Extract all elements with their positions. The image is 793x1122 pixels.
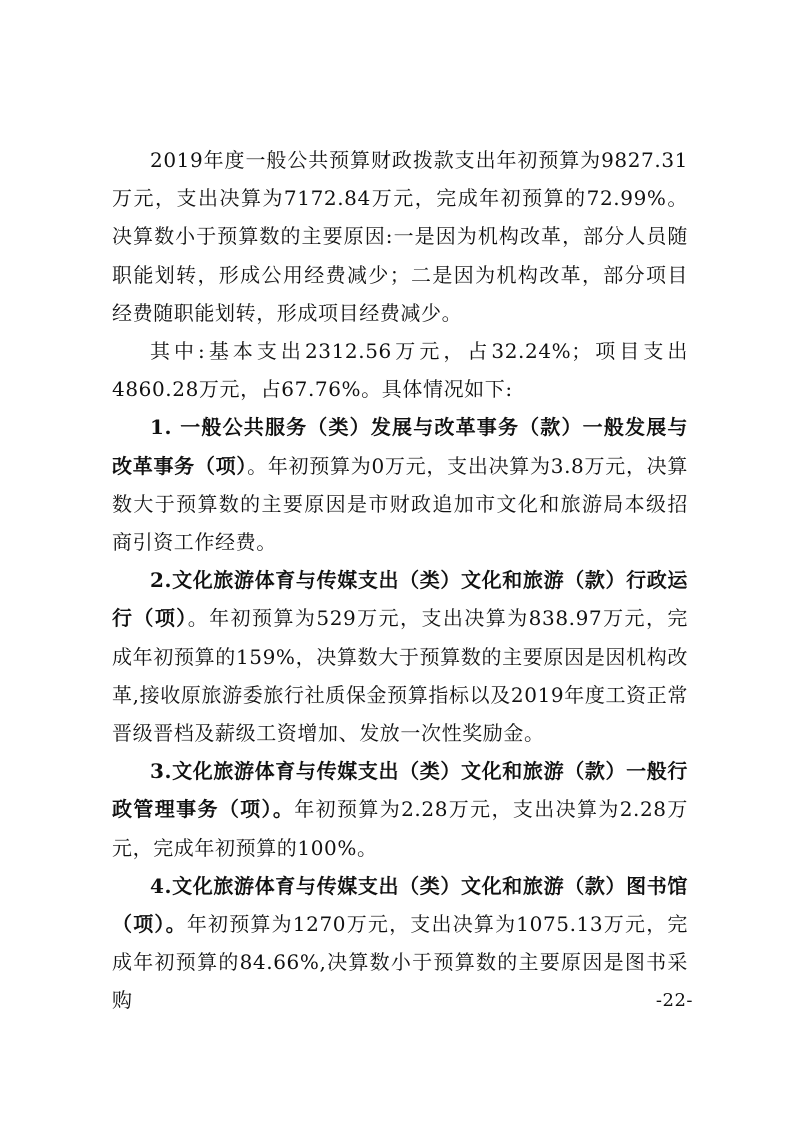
paragraph-text: 。年初预算为529万元，支出决算为838.97万元，完成年初预算的159%，决算数大于预算数的主要原因是因机构改革,接收原旅游委旅行社质保金预算指标以及2019年度工资正常晋级晋档及薪级工资增加、发放一次性奖励金。 [112, 606, 688, 746]
paragraph-text: 年初预算为2.28万元，支出决算为2.28万元，完成年初预算的100%。 [112, 797, 688, 860]
paragraph-text: 。年初预算为0万元，支出决算为3.8万元，决算数大于预算数的主要原因是市财政追加市文化和旅游局本级招商引资工作经费。 [112, 453, 688, 555]
paragraph-heading: 3.文化旅游体育与传媒支出（类）文化和旅游（款）一般行政管理事务（项）。 [112, 759, 688, 822]
paragraph-text: 2019年度一般公共预算财政拨款支出年初预算为9827.31万元，支出决算为7172.84万元，完成年初预算的72.99%。决算数小于预算数的主要原因:一是因为机构改革，部分人员随职能划转，形成公用经费减少；二是因为机构改革，部分项目经费随职能划转，形成项目经费减少。 [112, 148, 688, 325]
paragraph-budget-summary [112, 141, 688, 332]
paragraph-item-4 [112, 867, 688, 1020]
page-number: -22- [655, 990, 693, 1011]
paragraph-item-1 [112, 408, 688, 561]
paragraph-text: 其中:基本支出2312.56万元，占32.24%；项目支出4860.28万元，占67.76%。具体情况如下: [112, 339, 688, 402]
document-body [112, 141, 688, 1020]
paragraph-text: 年初预算为1270万元，支出决算为1075.13万元，完成年初预算的84.66%,决算数小于预算数的主要原因是图书采购 [112, 912, 689, 1013]
paragraph-expense-breakdown [112, 332, 688, 408]
paragraph-heading: 4.文化旅游体育与传媒支出（类）文化和旅游（款）图书馆（项）。 [112, 873, 688, 937]
paragraph-item-2 [112, 561, 688, 752]
paragraph-heading: 1. 一般公共服务（类）发展与改革事务（款）一般发展与改革事务（项） [112, 415, 688, 478]
paragraph-item-3 [112, 752, 688, 867]
paragraph-heading: 2.文化旅游体育与传媒支出（类）文化和旅游（款）行政运行（项） [112, 568, 688, 631]
